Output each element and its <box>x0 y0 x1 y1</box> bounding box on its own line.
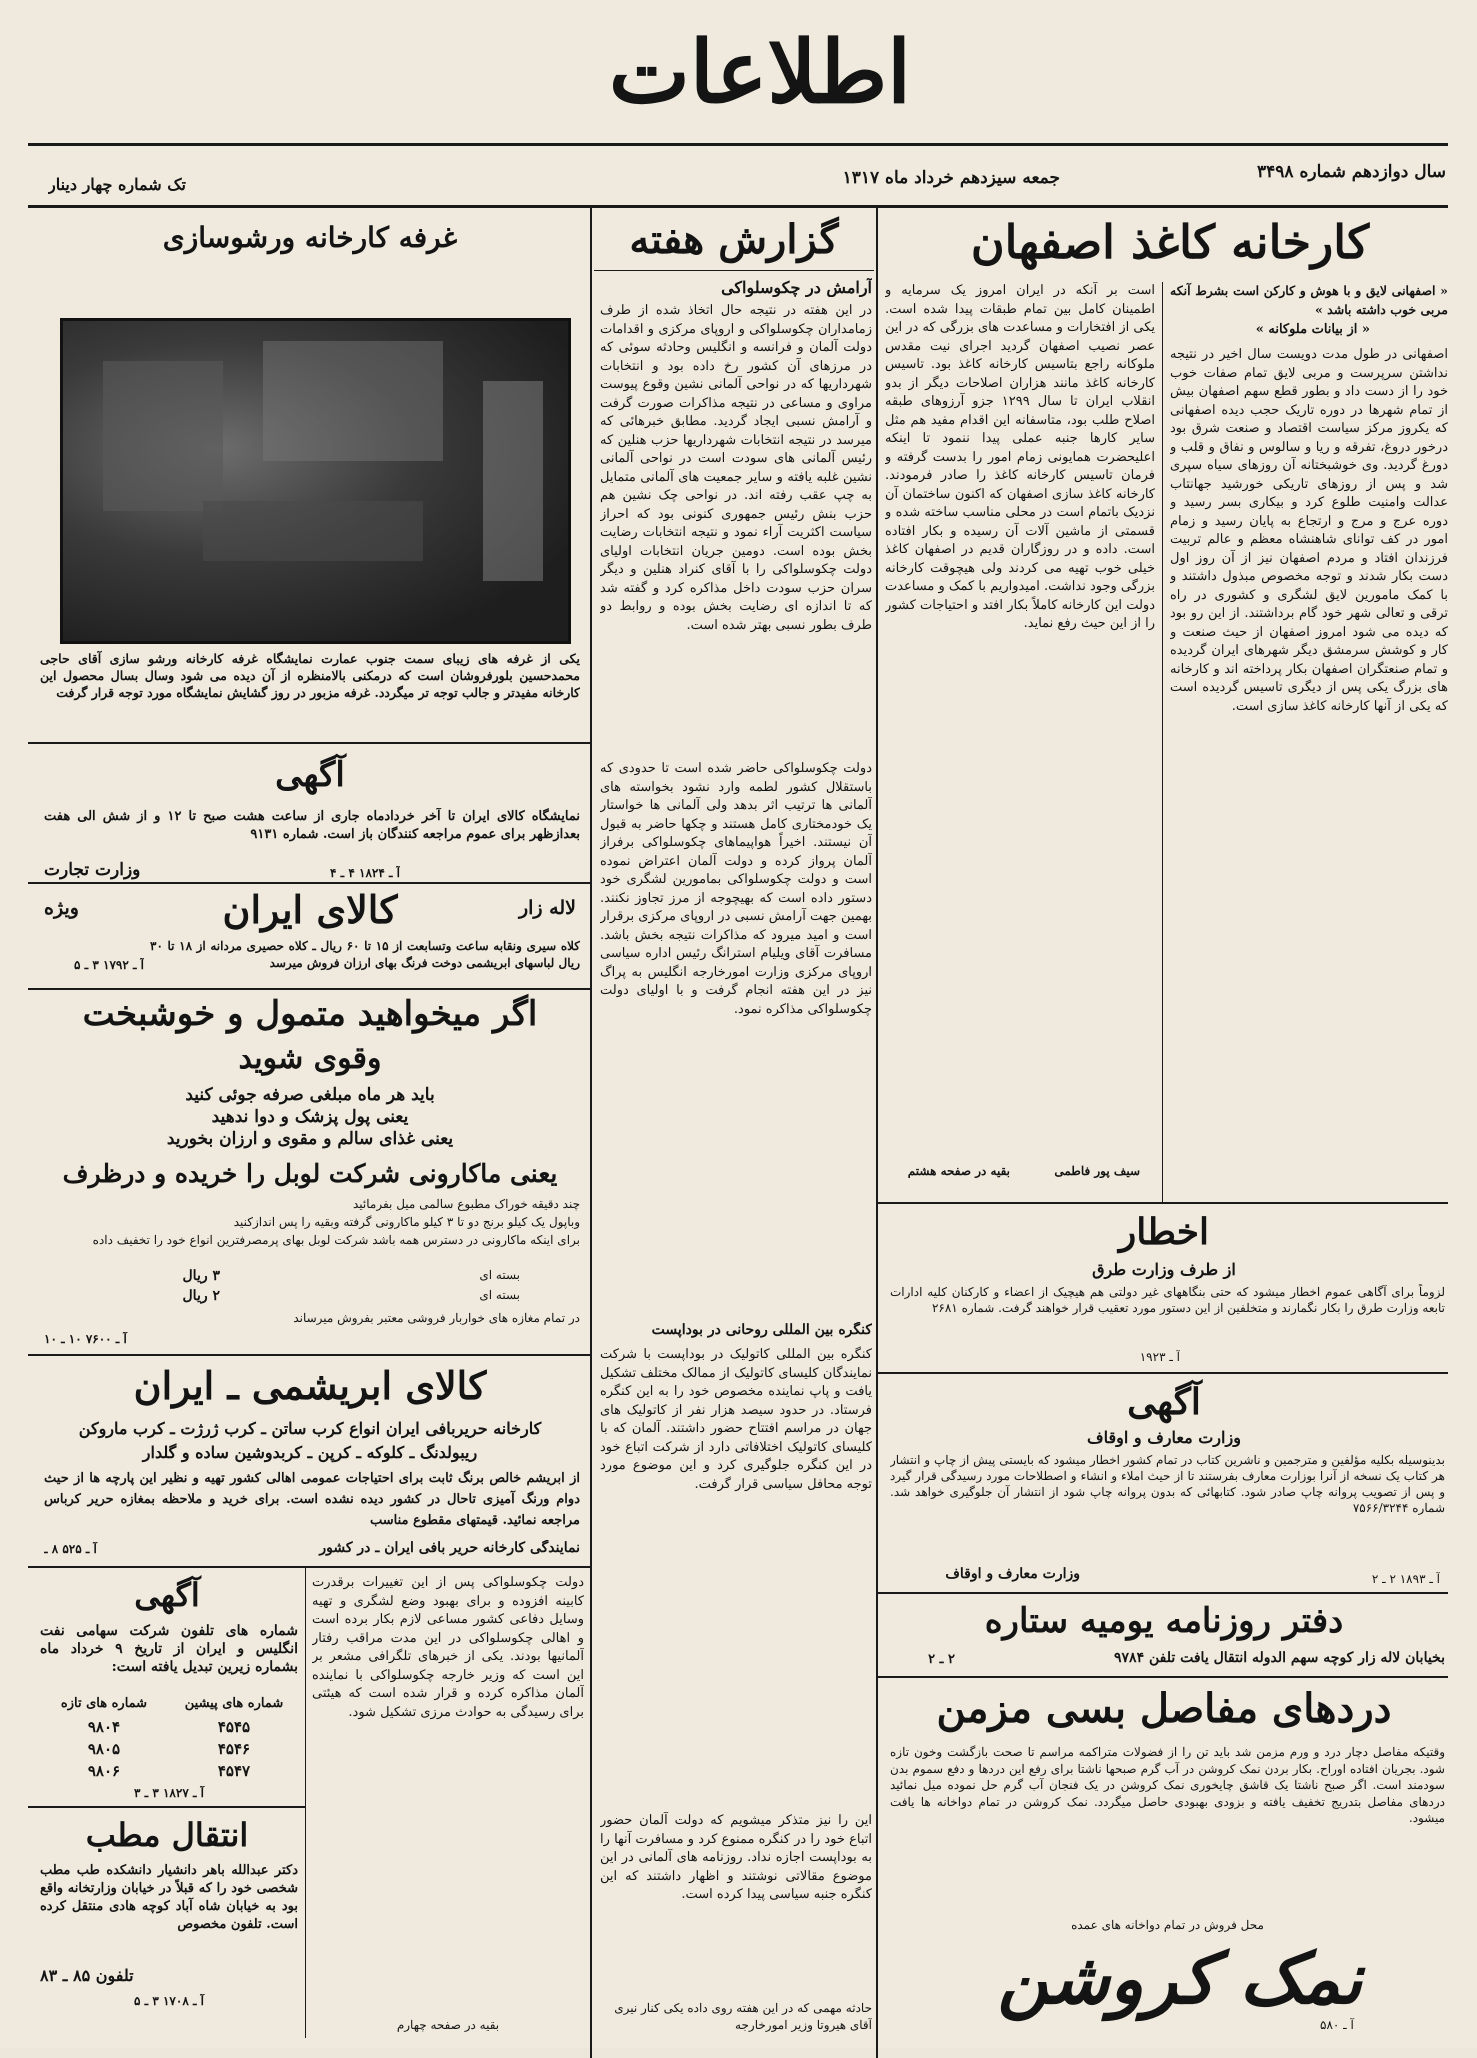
warning-headline: اخطار <box>1118 1211 1210 1253</box>
education-text: بدینوسیله بکلیه مؤلفین و مترجمین و ناشرین کتاب در تمام کشور اخطار میشود که بایستی پیش از چاپ و انتشار هر کتاب یک نسخه از آنرا بوزارت معارف بفرستند تا از حیث املاء و انشاء و اصطلاحات مورد رسیدگی قرار گیرد و پس از تصویب پروانه چاپ صادر شود. کتابهائی که بدون پروانه چاپ شود از انتشار آن جلوگیری خواهد شد. شماره ۷۵۶۶/۳۲۴۴ <box>890 1453 1445 1515</box>
phone-row-old: ۴۵۴۵ <box>217 1718 251 1736</box>
report-text-3: کنگره بین المللی کاتولیک در بوداپست با شرکت نمایندگان کلیسای کاتولیک از ممالک مختلف تشکیل یافت و پاپ نماینده مخصوص خود را به این کنگره فرستاد. در حدود سیصد هزار نفر از کاتولیک های جهان در مراسم افتتاح حضور داشتند. آلمان که با کلیسای کاتولیک اختلافاتی دارد از شرکت اتباع خود در این کنگره جلوگیری کرد و این موضوع مورد توجه محافل سیاسی قرار گرفت. <box>600 1347 872 1492</box>
macaroni-line-4: یعنی پول پزشک و دوا ندهید <box>211 1107 409 1127</box>
macaroni-price-2: ۲ ریال <box>182 1288 220 1304</box>
isfahan-intro-source: « از بیانات ملوکانه » <box>1255 322 1370 337</box>
report-sub-2: کنگره بین المللی روحانی در بوداپست <box>651 1322 872 1338</box>
silk-ref: آ ـ ۵۲۵ ۸ ـ <box>44 1542 97 1556</box>
star-headline: دفتر روزنامه یومیه ستاره <box>984 1601 1344 1641</box>
salt-text: وقتیکه مفاصل دچار درد و ورم مزمن شد باید تن را از فضولات متراکمه مراسم تا صحت بازگشت وخون تازه شود. بجریان افتاده اوراح. بکار بردن نمک کروشن در آب گرم صبحها ناشتا برای رفع این دردها و دفع سموم بدن سودمند است. اگر صبح ناشتا یک قاشق چایخوری نمک کروشن در یک فنجان آب گرم حل نموده میل نمائید دردهای مفاصل بتدریج تخفیف یافته و بزودی بهبودی حاصل میگردد. نمک کروشن در تمام دواخانه ها یافت میشود. <box>890 1745 1445 1825</box>
macaroni-price-1-label: بسته ای <box>479 1268 520 1282</box>
clinic-text: دکتر عبدالله باهر دانشیار دانشکده طب مطب شخصی خود را که قبلاً در خیابان وزارتخانه واقع بود به خیابان شاه آباد کوچه هادی منتقل کرده است. تلفون مخصوص <box>40 1863 298 1932</box>
phone-row-old: ۴۵۴۶ <box>217 1740 251 1758</box>
report-headline: گزارش هفته <box>629 216 839 263</box>
lalezar-text: کلاه سیری ونقابه ساعت وتسابعت از ۱۵ تا ۶۰ ریال ـ کلاه حصیری مردانه از ۱۸ تا ۳۰ ریال لباسهای ابریشمی دوخت فرنگ بهای ارزان فروش میرسد <box>150 939 580 970</box>
report-text-1: در این هفته در نتیجه حال اتخاذ شده از طرف زمامداران چکوسلواکی و اروپای مرکزی و اقدامات دولت آلمان و فرانسه و انگلیس وحادثه سوئی که در مرزهای آن کشور رخ داده بود و انتخابات شهرداریها که در نواحی آلمانی نشین وقوع پیوست مراوی و مساعی در نتیجه مذاکرات صورت گرفت و آرامش نسبی ایجاد گردید. مطابق خبرهائی که میرسد در نتیجه انتخابات شهرداریها حزب هنلین که رئیس آلمانی های سودت است در نواحی آلمانی نشین غلبه یافته و سایر جمعیت های آلمانی متمایل به چپ عقب رفته اند. در نواحی چک نشین هم حزب بنش رئیس جمهوری کنونی بود که احراز سیاست اکثریت آراء نمود و نتیجه انتخابات رضایت بخش بوده است. دومین جریان انتخابات اولیای دولت چکوسلواکی را با آقای کنراد هنلین و دیگر سران حزب سودت داخل مذاکره کرد و گفته شد که تا اندازه ای رضایت بخش بوده و روابط دو طرف بطور نسبی بهتر شده است. <box>600 303 872 633</box>
commerce-ad-signature: وزارت تجارت <box>44 860 141 880</box>
mid-article-a: دولت چکوسلواکی پس از این تغییرات برقدرت کابینه افزوده و برای بهبود وضع لشگری و تهیه وسایل دفاعی کشور مساعی لازم بکار برده است و اهالی چکوسلواکی در این مدت مراقب رفتار آلمانیها بودند. یکی از خبرهای تلگرافی مشعر بر این است که وزیر خارجه چکوسلواکی با نماینده آلمان مذاکره کرده و قرار شده است که هیئتی برای رسیدگی به حوادث مرزی تشکیل شود. <box>312 1575 584 1720</box>
report-text-2: دولت چکوسلواکی حاضر شده است تا حدودی که باستقلال کشور لطمه وارد نشود بخواسته های آلمانی ها ترتیب اثر بدهد ولی آلمانی ها خواستار یک خودمختاری کامل هستند و چکها حاضر به قبول آن نیستند. اخیراً هواپیماهای چکوسلواکی برفراز آلمان پرواز کرده و دولت آلمان اعتراض نموده است و دولت چکوسلواکی بمامورین لشگری خود دستور داده است که بهیچوجه از مرز تجاوز نکنند. بهمین جهت آرامش نسبی در اروپای مرکزی برقرار است و امید میرود که مذاکرات نتیجه بخش باشد. مسافرت آقای ویلیام استرانگ رئیس اداره سیاسی اروپای مرکزی وزارت امورخارجه انگلیس به پراگ نیز در این هفته انجام گرفت و با اولیای دولت چکوسلواکی مذاکره نمود. <box>600 761 872 1017</box>
warning-ref: آ ـ ۱۹۲۳ <box>1139 1350 1180 1364</box>
macaroni-line-7: چند دقیقه خوراک مطبوع سالمی میل بفرمائید <box>353 1197 580 1211</box>
silk-line-1: کارخانه حریربافی ایران انواع کرب ساتن ـ کرب ژرژت ـ کرب ماروکن <box>78 1419 542 1438</box>
star-ref: ۲ ـ ۲ <box>928 1652 955 1667</box>
phone-row-new: ۹۸۰۵ <box>87 1740 121 1758</box>
report-sub-1: آرامش در چکوسلواکی <box>721 278 872 297</box>
isfahan-headline: کارخانه کاغذ اصفهان <box>970 215 1370 269</box>
phone-col-new: شماره های تازه <box>60 1696 148 1711</box>
mid-article-footer: حادثه مهمی که در این هفته روی داده یکی کنار نیری آقای هیروتا وزیر امورخارجه <box>614 2001 872 2032</box>
macaroni-ref: آ ـ ۷۶۰۰ ۱۰ ـ ۱۰ <box>44 1332 127 1346</box>
isfahan-column-1: اصفهانی در طول مدت دویست سال اخیر در نتیجه نداشتن سرپرست و مربی لایق تمام صفات خوب خود را از دست داد و بطور قطع سهم اصفهان بیش از تمام شهرها در دوره تاریک حجب دیده اصفهانی که یکروز مرکز سیاست اقتصاد و صنعت شرق بود درخور دروغ، تفرقه و ریا و سالوس و نفاق و قلب و دورغ گردید. وی خوشبختانه آن روزهای سیاه سپری شد و پس از روزهای تاریکی خورشید جهانتاب عدالت وامنیت طلوع کرد و بیکاری بسر رسید و دوره عرج و مرج و ارتجاع به پایان رسید و زمام امور در کف توانای شاهنشاه معظم و عالم تربیت فرزندان افتاد و مردم اصفهان نیز از آن روز اول دست بکار شدند و توجه مخصوص مبذول داشتند و با کمک مامورین لایق لشگری و کشوری در راه ترقی و تعالی شهر خود گام برداشتند. از این رو بود که دیده می شود امروز اصفهان از حیث صنعت و کار و کوشش سرمشق دیگر شهرهای ایران گردیده و تمام صنعتگران اصفهان بکار پرداخته اند و کارخانه های بزرگ یکی پس از دیگری تاسیس گردیده است که یکی از آنها کارخانه کاغذ سازی است. <box>1170 347 1448 714</box>
issue-line: سال دوازدهم شماره ۳۴۹۸ <box>1257 162 1446 182</box>
star-text: بخیابان لاله زار کوچه سهم الدوله انتقال یافت تلفن ۹۷۸۴ <box>1114 1650 1445 1666</box>
macaroni-line-1: اگر میخواهید متمول و خوشبخت <box>82 994 538 1034</box>
isfahan-column-2: است بر آنکه در ایران امروز یک سرمایه و اطمینان کامل بین تمام طبقات پیدا شده است. یکی از افتخارات و مساعدت های بزرگی که در این عصر نصیب اصفهان گردید اجرای نیت مقدس ملوکانه راجع بتاسیس کارخانه کاغذ بود. تاسیس کارخانه کاغذ مانند هزاران اصلاحات دیگر از بدو انقلاب ایران تا سال ۱۲۹۹ جزو آرزوهای طبقه اصلاح طلب بود، متاسفانه این اقدام مفید هم مثل سایر کارها جنبه عملی پیدا ننمود تا اینکه اعلیحضرت همایونی زمام امور را بدست گرفته و فرمان تاسیس کارخانه کاغذ را صادر فرمودند. کارخانه کاغذ سازی اصفهان که اکنون ساختمان آن نزدیک باتمام است در محلی مناسب ساخته شده و قسمتی از ماشین آلات آن رسیده و بکار افتاده است. داده و در روزگاران قدیم در اصفهان کاغذ خیلی خوب تهیه می کردند ولی هیچوقت کارخانه بزرگی وجود نداشت. امیدواریم با کمک و مساعدت دولت این کارخانه کاملاً بکار افتد و احتیاجات کشور را از این حیث رفع نماید. <box>885 283 1155 631</box>
isfahan-intro: « اصفهانی لایق و با هوش و کارکن است بشرط آنکه مربی خوب داشته باشد » <box>1170 283 1448 317</box>
lalezar-right: ویژه <box>44 897 79 919</box>
warning-sub: از طرف وزارت طرق <box>1092 1260 1236 1279</box>
date-line: جمعه سیزدهم خرداد ماه ۱۳۱۷ <box>842 168 1060 188</box>
phone-ad-headline: آگهی <box>134 1576 200 1614</box>
macaroni-line-2: وقوی شوید <box>238 1041 382 1076</box>
workshop-caption: یکی از غرفه های زیبای سمت جنوب عمارت نمایشگاه غرفه کارخانه ورشو سازی آقای حاجی محمدحسین بلورفروشان است که درمکنی بالامنظره از آن دیده می شود وسال بسال محصول این کارخانه مفیدتر و جالب توجه تر میگردد. غرفه مزبور در روز گشایش نمایشگاه مورد توجه قرار گرفت <box>40 651 580 700</box>
price-line: تک شماره چهار دینار <box>48 175 186 194</box>
silk-line-2: ریبولدنگ ـ کلوکه ـ کرپن ـ کربدوشین ساده و گلدار <box>142 1443 478 1462</box>
phone-row-old: ۴۵۴۷ <box>217 1762 251 1780</box>
commerce-ad-ref: آ ـ ۱۸۲۴ ۴ ـ ۴ <box>330 866 400 880</box>
education-ref: آ ـ ۱۸۹۳ ۲ ـ ۲ <box>1371 1572 1440 1586</box>
lalezar-title: کالای ایران <box>222 887 398 932</box>
salt-footer: محل فروش در تمام دواخانه های عمده <box>1071 1918 1264 1932</box>
macaroni-line-8: وباپول یک کیلو برنج دو تا ۳ کیلو ماکارونی گرفته وبقیه را پس اندازکنید <box>233 1215 580 1229</box>
workshop-headline: غرفه کارخانه ورشوسازی <box>162 221 458 254</box>
macaroni-price-2-label: بسته ای <box>479 1288 520 1302</box>
isfahan-continue: بقیه در صفحه هشتم <box>907 1164 1010 1178</box>
phone-row-new: ۹۸۰۴ <box>87 1718 121 1736</box>
masthead-title: اطلاعات <box>608 22 912 123</box>
education-headline: آگهی <box>1127 1381 1201 1423</box>
macaroni-line-6: یعنی ماکارونی شرکت لوبل را خریده و درظرف <box>62 1159 558 1188</box>
commerce-ad-text: نمایشگاه کالای ایران تا آخر خردادماه جاری از ساعت هشت صبح تا ۱۲ و از شش الی هفت بعدازظهر برای عموم مراجعه کنندگان باز است. شماره ۹۱۳۱ <box>44 809 580 842</box>
phone-ad-text: شماره های تلفون شرکت سهامی نفت انگلیس و ایران از تاریخ ۹ خرداد ماه بشماره زیرین تبدیل یافته است: <box>40 1623 298 1675</box>
salt-headline: دردهای مفاصل بسی مزمن <box>936 1685 1392 1732</box>
macaroni-price-1: ۳ ریال <box>182 1268 220 1284</box>
phone-col-old: شماره های پیشین <box>184 1696 284 1711</box>
lalezar-ref: آ ـ ۱۷۹۲ ۳ ـ ۵ <box>74 958 144 972</box>
phone-ad-ref: آ ـ ۱۸۲۷ ۳ ـ ۳ <box>134 1786 204 1800</box>
mid-article-b: این را نیز متذکر میشویم که دولت آلمان حضور اتباع خود را در کنگره ممنوع کرد و مسافرت آنها را به بوداپست اجازه نداد. روزنامه های آلمانی در این موضوع مقالاتی نوشتند و اظهار داشتند که این کنگره جنبه سیاسی پیدا کرده است. <box>600 1813 872 1902</box>
lalezar-left: لاله زار <box>518 897 576 919</box>
macaroni-line-9: برای اینکه ماکارونی در دسترس همه باشد شرکت لوبل بهای پرمصرفترین انواع خود را تخفیف داده <box>92 1233 580 1247</box>
silk-line-3: از ابریشم خالص برنگ ثابت برای احتیاجات عمومی اهالی کشور تهیه و نظیر این پارچه ها از حیث دوام ورنگ آمیزی تاحال در کشور دیده نشده است. برای خرید و ملاحظه بمغازه حریر کرباس مراجعه نمائید. قیمتهای مقطوع مناسب <box>44 1471 580 1528</box>
education-signature: وزارت معارف و اوقاف <box>945 1566 1080 1582</box>
warning-text: لزوماً برای آگاهی عموم اخطار میشود که حتی بنگاههای غیر دولتی هم هیچیک از اعضاء و کارکنان کلیه ادارات تابعه وزارت طرق را بکار نگمارند و متخلفین از این دستور مورد تعقیب قرار خواهند گرفت. شماره ۲۶۸۱ <box>890 1285 1445 1315</box>
phone-row-new: ۹۸۰۶ <box>87 1762 121 1780</box>
commerce-ad-headline: آگهی <box>275 755 345 795</box>
macaroni-line-5: یعنی غذای سالم و مقوی و ارزان بخورید <box>166 1129 454 1149</box>
workshop-photo <box>60 318 571 644</box>
macaroni-line-3: باید هر ماه مبلغی صرفه جوئی کنید <box>185 1085 435 1105</box>
education-sub: وزارت معارف و اوقاف <box>1087 1428 1241 1447</box>
macaroni-line-10: در تمام مغازه های خواربار فروشی معتبر بفروش میرساند <box>293 1311 580 1325</box>
silk-headline: کالای ابریشمی ـ ایران <box>133 1363 487 1408</box>
clinic-phone: تلفون ۸۵ ـ ۸۳ <box>40 1966 134 1985</box>
mid-article-continue: بقیه در صفحه چهارم <box>396 2018 500 2032</box>
clinic-headline: انتقال مطب <box>85 1816 249 1854</box>
clinic-ref: آ ـ ۱۷۰۸ ۳ ـ ۵ <box>134 1994 204 2008</box>
salt-ref: آ ـ ۵۸۰ <box>1320 2018 1354 2032</box>
isfahan-author: سیف پور فاطمی <box>1054 1164 1140 1178</box>
silk-line-4: نمایندگی کارخانه حریر بافی ایران ـ در کشور <box>319 1540 580 1556</box>
salt-brand: نمک کروشن <box>997 1937 1363 2020</box>
